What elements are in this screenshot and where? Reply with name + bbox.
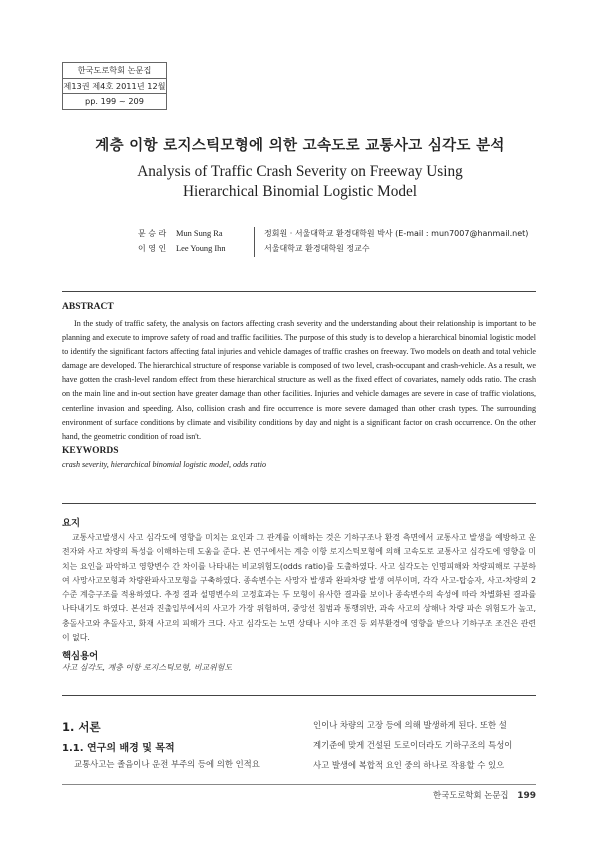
body-right-line: 계기준에 맞게 건설된 도로이더라도 기하구조의 특성이 (313, 739, 513, 750)
divider (62, 695, 536, 696)
abstract-text: In the study of traffic safety, the analysis on factors affecting crash severity and the understanding about their relationship is important to be planning and execute to improve safety of road and traffic facilities. The purpose of this study is to develop a hierarchical binomial logistic model to identify the significant factors affecting fatal injuries and vehicle damages of traffic crashes on freeway. Two models on death and total vehicle damage are developed. The hierarchical structure of response variable is composed of two level, crash-occupant and crash-vehicle. As a result, we have gotten the crash-level random effect from these hierarchical structure as well as the fixed effect of covariates, namely odds ratio. The crash on the main line and in-out section have greater damage than other facilities. Injuries and vehicle damages are severe in case of traffic violations, centerline invasion and speeding. Also, collision crash and fire occurrence is more severe damaged than other crash types. The surrounding environment of surface conditions by climate and visibility conditions by day and night is a significant factor on crash occurrence. On the other hand, the geometric condition of road isn't. (62, 319, 536, 441)
author-row (138, 227, 529, 240)
page-number: 199 (517, 791, 536, 801)
keywords-text: crash severity, hierarchical binomial logistic model, odds ratio (62, 460, 267, 469)
section-1-1-heading: 1.1. 연구의 배경 및 목적 (62, 743, 175, 754)
keywords-heading: KEYWORDS (62, 446, 119, 456)
body-left-text: 교통사고는 졸음이나 운전 부주의 등에 의한 인적요 (74, 759, 260, 769)
summary-heading: 요지 (62, 518, 81, 529)
footer-divider (62, 784, 536, 785)
keywords-ko-heading: 핵심용어 (62, 651, 99, 662)
journal-name: 한국도로학회 논문집 (63, 63, 166, 79)
body-right-line: 인이나 차량의 고장 등에 의해 발생하게 된다. 또한 설 (313, 720, 507, 730)
author-english-name: Lee Young Ihn (176, 244, 226, 253)
body-right-text (313, 716, 536, 775)
author-affiliation: 서울대학교 환경대학원 정교수 (264, 244, 370, 253)
title-english (0, 162, 600, 202)
author-korean-name: 이 영 인 (138, 244, 167, 253)
body-right-line: 사고 발생에 복합적 요인 중의 하나로 작용할 수 있으 (313, 759, 505, 770)
footer-journal-name: 한국도로학회 논문집 (433, 790, 509, 800)
section-1-heading: 1. 서론 (62, 720, 101, 734)
divider (62, 291, 536, 292)
page-footer (433, 789, 536, 801)
author-korean-name: 문 승 라 (138, 229, 167, 238)
divider (62, 503, 536, 504)
keywords-ko-text: 사고 심각도, 계층 이항 로지스틱모형, 비교위험도 (62, 663, 233, 672)
title-korean: 계층 이항 로지스틱모형에 의한 고속도로 교통사고 심각도 분석 (95, 138, 505, 154)
author-block (138, 227, 529, 255)
title-english-line2: Hierarchical Binomial Logistic Model (182, 183, 418, 200)
journal-volume: 제13권 제4호 2011년 12월 (63, 79, 166, 95)
author-english-name: Mun Sung Ra (176, 229, 223, 238)
journal-pages: pp. 199 ~ 209 (85, 96, 144, 106)
journal-info-box (62, 62, 167, 110)
summary-text: 교통사고발생시 사고 심각도에 영향을 미치는 요인과 그 관계를 이해하는 것은 기하구조나 환경 측면에서 교통사고 발생을 예방하고 운전자와 사고 차량의 특성을 이해하는데 도움을 준다. 본 연구에서는 계층 이항 로지스틱모형에 의해 고속도로 교통사고 심각도에 영향을 미치는 요인을 파악하고 영향변수 간 차이를 나타내는 비교위험도(odds ratio)를 도출하였다. 사고 심각도는 인명피해와 차량피해로 구분하여 사망사고모형과 차량완파사고모형을 구축하였다. 종속변수는 사망자 발생과 완파차량 발생 여부이며, 각각 사고-탑승자, 사고-차량의 2수준 계층구조를 적용하였다. 추정 결과 설명변수의 고정효과는 두 모형이 유사한 결과를 보이나 종속변수의 속성에 따라 차별화된 결과를 나타내기도 하였다. 본선과 진출입부에서의 사고가 가장 위험하며, 중앙선 침범과 통행위반, 과속 사고의 상해나 차량 파손 위험도가 높고, 충돌사고와 추돌사고, 화재 사고의 피해가 크다. 사고 심각도는 노면 상태나 시야 조건 등 외부환경에 영향을 받으나 기하구조 조건은 관련이 없다. (62, 533, 536, 643)
author-row (138, 242, 370, 255)
author-affiliation: 정회원 · 서울대학교 환경대학원 박사 (E-mail : mun7007@hanmail.net) (264, 229, 529, 238)
title-english-line1: Analysis of Traffic Crash Severity on Freeway Using (137, 163, 463, 180)
abstract-heading: ABSTRACT (62, 302, 114, 312)
author-separator (254, 227, 255, 257)
